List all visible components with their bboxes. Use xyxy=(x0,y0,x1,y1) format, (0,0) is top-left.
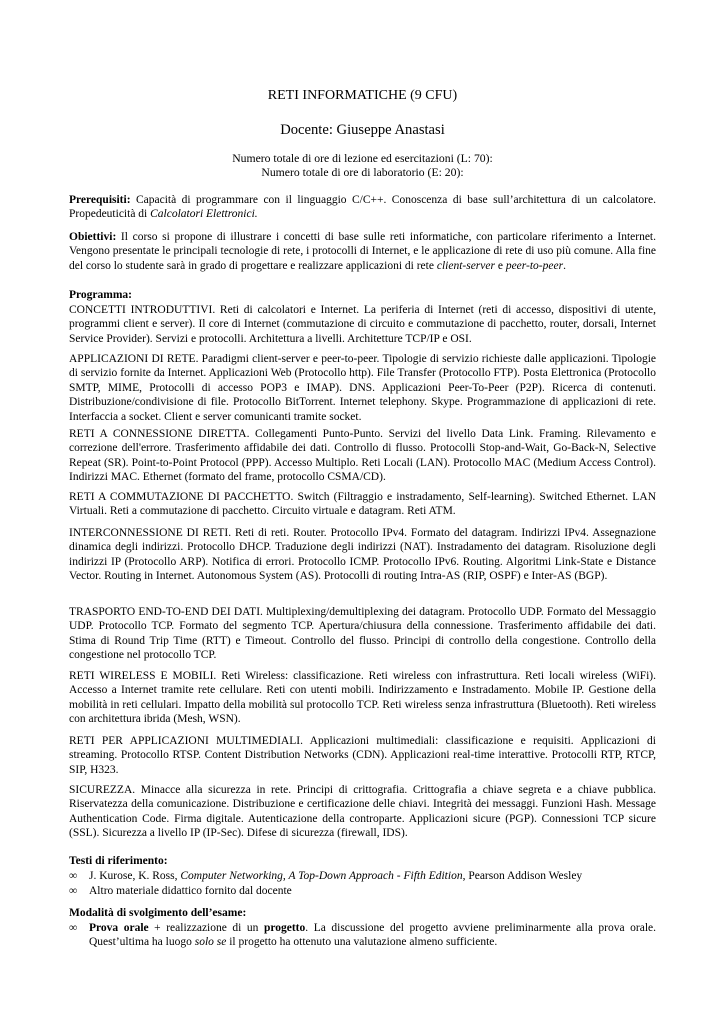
exam-project: progetto xyxy=(263,922,306,934)
program-item: CONCETTI INTRODUTTIVI. Reti di calcolatori e Internet. La periferia di Internet (reti di accesso, dispositivi di utente, programmi client e server). Il core di Internet (commutazione di circuito e commutazione di pacchetto, router, dorsali, Internet Service Provider). Servizi e protocolli. Architettura a livelli. Architetture TCP/IP e OSI. xyxy=(69,304,656,345)
lab-hours: Numero totale di ore di laboratorio (E: 20): xyxy=(261,166,464,179)
hours-info xyxy=(69,152,656,180)
objectives-client-server: client-server xyxy=(436,259,495,272)
program-item: INTERCONNESSIONE DI RETI. Reti di reti. Router. Protocollo IPv4. Formato del datagram. Indirizzi IPv4. Assegnazione dinamica degli indirizzi. Protocollo DHCP. Traduzione degli indirizzi (NAT). Instradamento dei datagram. Risoluzione degli indirizzi IP (Protocollo ARP). Notifica di errori. Protocollo ICMP. Protocollo IPv6. Routing. Algoritmi Link-State e Distance Vector. Routing in Internet. Autonomous System (AS). Protocolli di routing Intra-AS (RIP, OSPF) e Inter-AS (BGP). xyxy=(69,527,656,583)
program-item: APPLICAZIONI DI RETE. Paradigmi client-server e peer-to-peer. Tipologie di servizio richieste dalle applicazioni. Tipologie di servizio fornite da Internet. Applicazioni Web (Protocollo http). File Transfer (Protocollo FTP). Posta Elettronica (Protocollo SMTP, MIME, Protocolli di accesso POP3 e IMAP). DNS. Applicazioni Peer-To-Peer (P2P). Ricerca di contenuti. Distribuzione/condivisione di file. Protocollo BitTorrent. Internet telephony. Skype. Programmazione di applicazioni di rete. Interfaccia a socket. Client e server comunicanti tramite socket. xyxy=(69,353,656,423)
program-item: SICUREZZA. Minacce alla sicurezza in rete. Principi di crittografia. Crittografia a chiave segreta e a chiave pubblica. Riservatezza della comunicazione. Distribuzione e certificazione delle chiavi. Integrità dei messaggi. Funzioni Hash. Message Authentication Code. Firma digitale. Autenticazione della controparte. Applicazioni sicure (PGP). Connessioni TCP sicure (SSL). Sicurezza a livello IP (IP-Sec). Difese di sicurezza (firewall, IDS). xyxy=(69,784,656,840)
program-item: RETI A CONNESSIONE DIRETTA. Collegamenti Punto-Punto. Servizi del livello Data Link. Framing. Rilevamento e correzione dell'errore. Trasferimento affidabile dei dati. Controllo di flusso. Protocolli Stop-and-Wait, Go-Back-N, Selective Repeat (SR). Point-to-Point Protocol (PPP). Accesso Multiplo. Reti Locali (LAN). Protocollo MAC (Medium Access Control). Indirizzi MAC. Ethernet (formato del frame, protocollo CSMA/CD). xyxy=(69,428,656,484)
exam-text-1: . La discussione del progetto avviene preliminarmente alla prova orale. Quest’ultima ha luogo xyxy=(89,922,657,949)
reference-publisher: , Pearson Addison Wesley xyxy=(462,870,583,882)
objectives xyxy=(69,230,656,273)
program-item: RETI PER APPLICAZIONI MULTIMEDIALI. Applicazioni multimediali: classificazione e requisiti. Applicazioni di streaming. Protocollo RTSP. Content Distribution Networks (CDN). Applicazioni real-time interattive. Protocolli RTP, RTCP, SIP, H323. xyxy=(69,735,656,776)
lecture-hours: Numero totale di ore di lezione ed esercitazioni (L: 70): xyxy=(232,152,493,165)
exam-oral: Prova orale xyxy=(89,922,149,934)
exam-text-2: il progetto ha ottenuto una valutazione almeno sufficiente. xyxy=(226,936,498,949)
objectives-label: Obiettivi: xyxy=(69,231,117,243)
prerequisites-label: Prerequisiti: xyxy=(69,194,131,206)
course-title: RETI INFORMATICHE (9 CFU) xyxy=(267,88,458,103)
bullet-icon: ∞ xyxy=(69,870,78,882)
objectives-end: . xyxy=(563,259,566,272)
prerequisites xyxy=(69,193,656,222)
program-item: TRASPORTO END-TO-END DEI DATI. Multiplexing/demultiplexing dei datagram. Protocollo UDP. Formato del Messaggio UDP. Protocollo TCP. Formato del segmento TCP. Apertura/chiusura della connessione. Trasferimento affidabile dei dati. Stima di Round Trip Time (RTT) e Timeout. Controllo del flusso. Principi di controllo della congestione. Controllo della congestione nel protocollo TCP. xyxy=(69,606,656,662)
references-label: Testi di riferimento: xyxy=(69,855,168,867)
program-item: RETI A COMMUTAZIONE DI PACCHETTO. Switch (Filtraggio e instradamento, Self-learning). Switched Ethernet. LAN Virtuali. Reti a commutazione di pacchetto. Circuito virtuale e datagram. Reti ATM. xyxy=(69,491,656,518)
objectives-peer-to-peer: peer-to-peer xyxy=(505,259,564,272)
exam-item xyxy=(69,921,657,950)
objectives-and: e xyxy=(494,259,506,272)
prerequisites-text: Capacità di programmare con il linguaggio C/C++. Conoscenza di base sull’architettura di un calcolatore. Propedeuticità di xyxy=(69,194,656,221)
reference-authors: J. Kurose, K. Ross, xyxy=(89,870,181,882)
program-item: RETI WIRELESS E MOBILI. Reti Wireless: classificazione. Reti wireless con infrastruttura. Reti locali wireless (WiFi). Accesso a Internet tramite rete cellulare. Reti con utenti mobili. Indirizzamento e Instradamento. Mobile IP. Gestione della mobilità in reti cellulari. Impatto della mobilità sul protocollo TCP. Reti wireless senza infrastruttura (Bluetooth). Reti wireless con architettura ibrida (Mesh, WSN). xyxy=(69,670,656,726)
exam-only-if: solo se xyxy=(194,936,227,949)
program-label: Programma: xyxy=(69,289,133,301)
reference-title: Computer Networking, A Top-Down Approach - Fifth Edition xyxy=(180,870,463,882)
bullet-icon: ∞ xyxy=(69,922,78,934)
exam-label: Modalità di svolgimento dell’esame: xyxy=(69,907,247,919)
exam-plus: + realizzazione di un xyxy=(148,922,264,934)
bullet-icon: ∞ xyxy=(69,885,78,897)
reference-other: Altro materiale didattico fornito dal docente xyxy=(89,885,292,897)
prerequisite-course: Calcolatori Elettronici. xyxy=(150,208,258,221)
teacher-name: Docente: Giuseppe Anastasi xyxy=(280,122,445,138)
reference-item xyxy=(69,869,656,883)
objectives-text: Il corso si propone di illustrare i concetti di base sulle reti informatiche, con particolare riferimento a Internet. Vengono presentate le principali tecnologie di rete, i protocolli di Internet, e le applicazione di rete di uso più comune. Alla fine del corso lo studente sarà in grado di progettare e realizzare applicazioni di rete xyxy=(69,231,656,272)
reference-item xyxy=(69,884,656,898)
